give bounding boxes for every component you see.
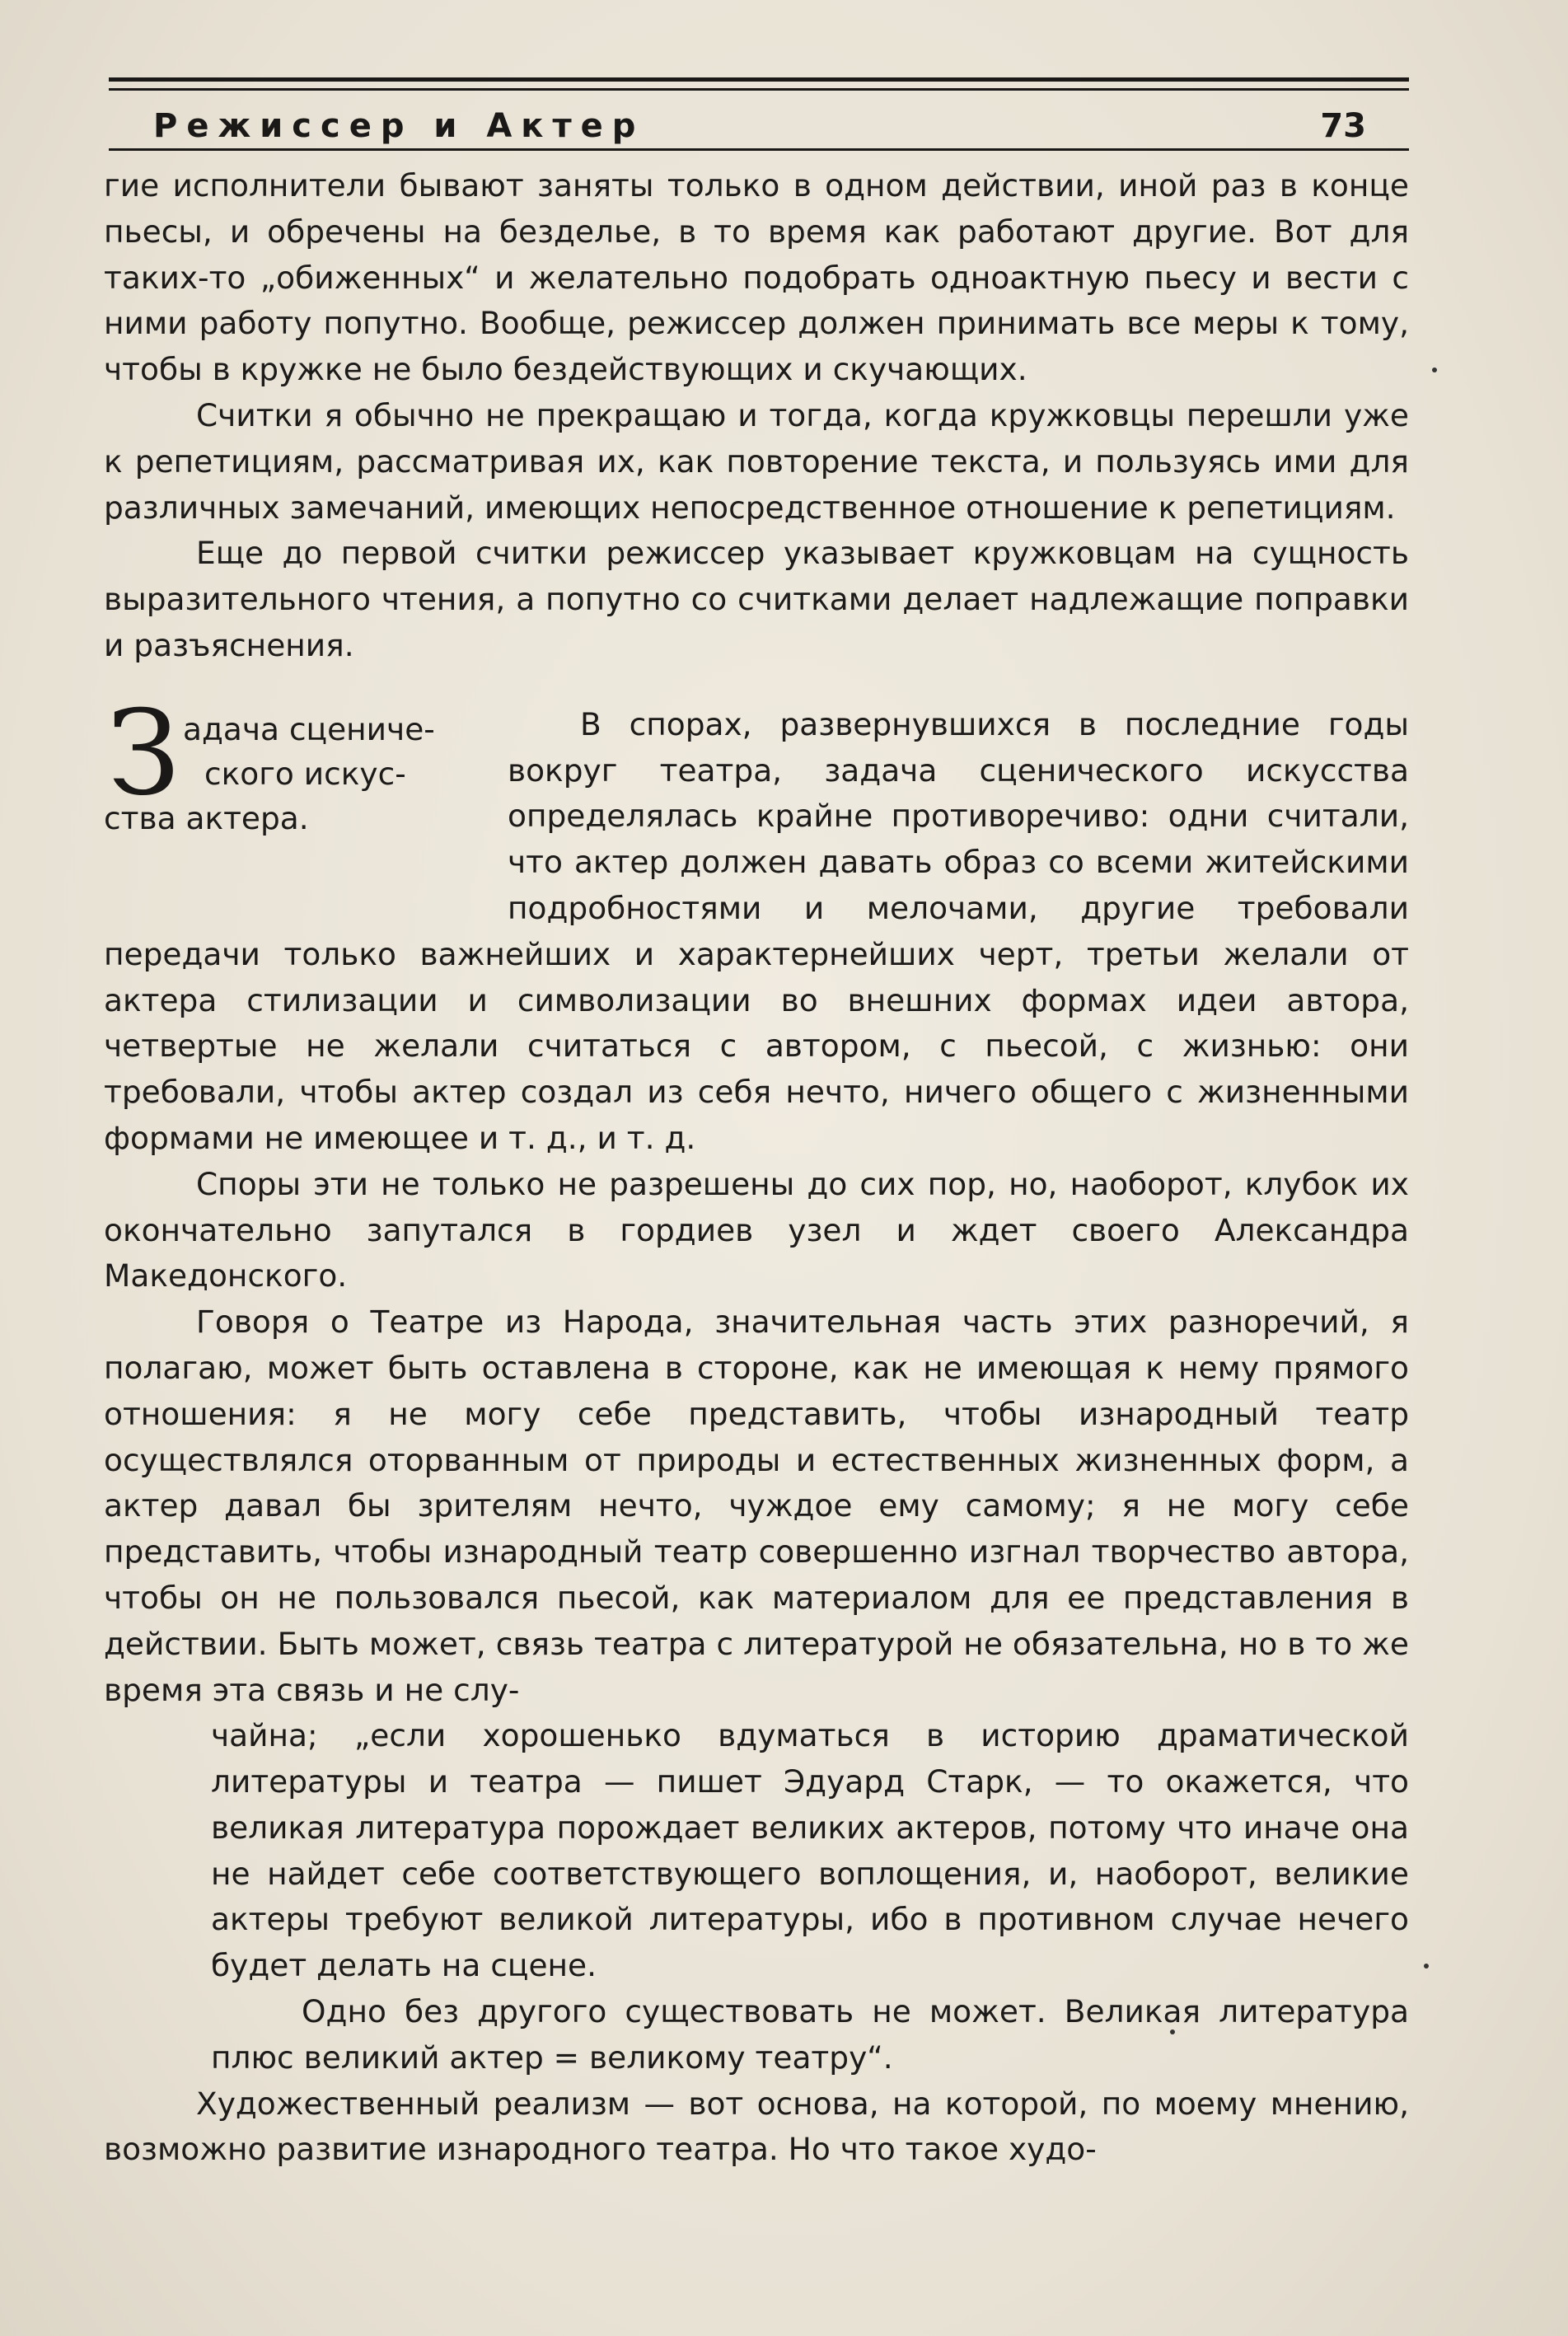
- paragraph-6: Говоря о Театре из Народа, значительная часть этих разноречий, я полагаю, может быть оставлена в стороне, как не имеющая к нему прямого отношения: я не могу себе представить, чтобы изнародный театр осуществлялся оторванным от природы и естественных жизненных форм, а актер давал бы зрителям нечто, чуждое ему самому; я не могу себе представить, чтобы изнародный театр совершенно изгнал творчество автора, чтобы он не пользовался пьесой, как материалом для ее представления в действии. Быть может, связь театра с литературой не обязательна, но в то же время эта связь и не слу-: [104, 1304, 1409, 1708]
- sidehead-line-3: ства актера.: [104, 799, 309, 836]
- page-number: 73: [1320, 107, 1366, 145]
- top-rule-thin: [109, 88, 1409, 91]
- sidehead-text: [104, 707, 491, 840]
- body-text: [104, 163, 1409, 2173]
- sidehead-line-1: адача сцениче-: [183, 710, 435, 747]
- paragraph-7: Художественный реализм — вот основа, на которой, по моему мнению, возможно развитие изнародного театра. Но что такое худо-: [104, 2085, 1409, 2168]
- paragraph-3: Еще до первой считки режиссер указывает кружковцам на сущность выразительного чтения, а попутно со считками делает надлежащие поправки и разъяснения.: [104, 535, 1409, 663]
- paragraph-2: Считки я обычно не прекращаю и тогда, когда кружковцы перешли уже к репетициям, рассматривая их, как повторение текста, и пользуясь ими для различных замечаний, имеющих непосредственное отношение к репетициям.: [104, 396, 1409, 526]
- ink-speck: [1170, 2029, 1175, 2034]
- quote-paragraph-2: Одно без другого существовать не может. Великая литература плюс великий актер = великому театру“.: [211, 1993, 1409, 2076]
- drop-cap: З: [107, 685, 180, 822]
- paragraph-5: Споры эти не только не разрешены до сих пор, но, наоборот, клубок их окончательно запутался в гордиев узел и ждет своего Александра Македонского.: [104, 1165, 1409, 1294]
- ink-speck: [1424, 1964, 1429, 1969]
- section-gap: [104, 669, 1409, 702]
- running-title: Режиссер и Актер: [153, 107, 645, 145]
- paragraph-1: гие исполнители бывают заняты только в одном действии, иной раз в конце пьесы, и обречены на безделье, в то время как работают другие. Вот для таких-то „обиженных“ и желательно подобрать одноактную пьесу и вести с ними работу попутно. Вообще, режиссер должен принимать все меры к тому, чтобы в кружке не было бездействующих и скучающих.: [104, 167, 1409, 388]
- paragraph-4: В спорах, развернувшихся в последние годы вокруг театра, задача сценического искусства определялась крайне противоречиво: одни считали, что актер должен давать образ со всеми житейскими подробностями и мелочами, другие требовали передачи только важнейших и характернейших черт, третьи желали от актера стилизации и символизации во внешних формах идеи автора, четвертые не желали считаться с автором, с пьесой, с жизнью: они требовали, чтобы актер создал из себя нечто, ничего общего с жизненными формами не имеющее и т. д., и т. д.: [104, 705, 1409, 1156]
- ink-speck: [1432, 367, 1437, 372]
- header-underline: [109, 148, 1409, 151]
- sidehead-line-2: ского искус-: [204, 755, 406, 792]
- quote-paragraph-1: чайна; „если хорошенько вдуматься в историю драматической литературы и театра — пишет Эдуард Старк, — то окажется, что великая литература порождает великих актеров, потому что иначе она не найдет себе соответствующего воплощения, и, наоборот, великие актеры требуют великой литературы, ибо в противном случае нечего будет делать на сцене.: [211, 1717, 1409, 1984]
- top-rule-thick: [109, 77, 1409, 82]
- section-sidehead: [104, 685, 491, 888]
- running-header: [114, 104, 1407, 150]
